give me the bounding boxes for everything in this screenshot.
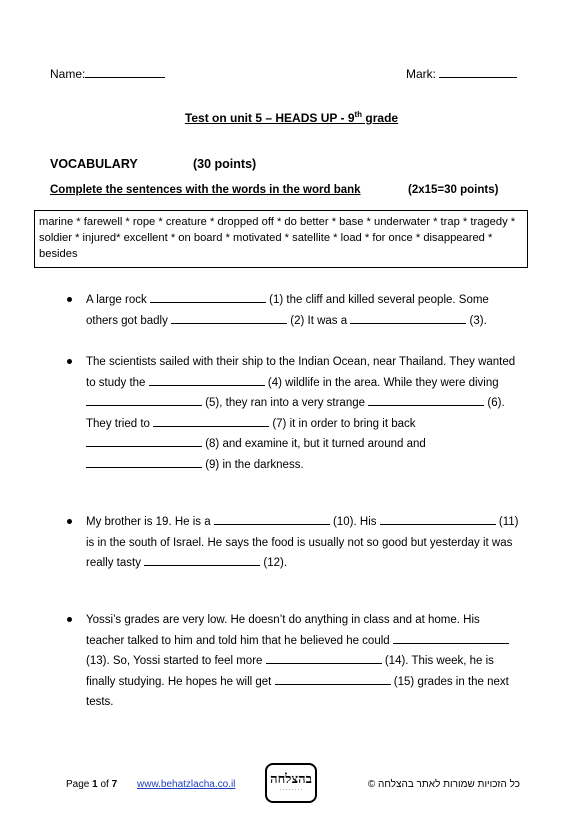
blank-8[interactable] bbox=[86, 435, 202, 447]
blank-1[interactable] bbox=[150, 291, 266, 303]
page-total: 7 bbox=[111, 779, 118, 790]
blank-9[interactable] bbox=[86, 456, 202, 468]
blank-2[interactable] bbox=[171, 312, 287, 324]
q2-text-c: (4) wildlife in the area. While they were diving bbox=[267, 376, 499, 389]
mark-blank[interactable] bbox=[439, 66, 517, 78]
section-points: (30 points) bbox=[193, 157, 257, 171]
mark-field[interactable] bbox=[406, 66, 517, 81]
blank-7[interactable] bbox=[153, 415, 269, 427]
mark-label: Mark: bbox=[406, 67, 436, 81]
bullet-1 bbox=[67, 297, 72, 302]
q4-text-g: tests. bbox=[86, 696, 114, 708]
question-1 bbox=[86, 290, 536, 331]
blank-12[interactable] bbox=[144, 554, 260, 566]
q2-text-a: The scientists sailed with their ship to the Indian Ocean, near Thailand. They wanted bbox=[86, 356, 516, 368]
q1-text-c: others got badly bbox=[86, 314, 168, 327]
q2-text-g: (7) it in order to bring it back bbox=[272, 417, 416, 430]
bullet-4 bbox=[67, 617, 72, 622]
logo-tagline-mark: · · · · · · · · bbox=[279, 787, 303, 793]
bullet-2 bbox=[67, 359, 72, 364]
q2-text-i: (9) in the darkness. bbox=[205, 458, 304, 471]
blank-10[interactable] bbox=[214, 513, 330, 525]
page-of: of bbox=[97, 779, 112, 790]
page-indicator bbox=[66, 779, 117, 790]
question-2 bbox=[86, 352, 536, 475]
q2-text-h: (8) and examine it, but it turned around and bbox=[205, 438, 426, 450]
instruction bbox=[50, 184, 361, 196]
q2-text-d: (5), they ran into a very strange bbox=[205, 397, 366, 409]
title-text: Test on unit 5 – HEADS UP - 9 bbox=[184, 111, 355, 125]
section-heading: VOCABULARY bbox=[50, 157, 138, 171]
q1-text-b: (1) the cliff and killed several people. Some bbox=[269, 294, 489, 306]
blank-4[interactable] bbox=[149, 374, 265, 386]
q3-text-b: (10). His bbox=[333, 516, 377, 528]
instruction-text: Complete the sentences with the words in the word bank bbox=[50, 184, 361, 196]
blank-15[interactable] bbox=[275, 673, 391, 685]
bullet-3 bbox=[67, 519, 72, 524]
blank-13[interactable] bbox=[393, 632, 509, 644]
blank-6[interactable] bbox=[368, 394, 484, 406]
blank-5[interactable] bbox=[86, 394, 202, 406]
q3-text-a: My brother is 19. He is a bbox=[86, 516, 211, 528]
copyright-text: כל הזכויות שמורות לאתר בהצלחה © bbox=[367, 779, 520, 790]
blank-11[interactable] bbox=[380, 513, 496, 525]
q4-text-f: (15) grades in the next bbox=[393, 675, 509, 688]
q1-text-e: (3). bbox=[469, 314, 487, 327]
q3-text-d: is in the south of Israel. He says the food is usually not so good but yesterday it was bbox=[86, 536, 513, 549]
name-blank[interactable] bbox=[85, 66, 165, 78]
instruction-points: (2x15=30 points) bbox=[408, 184, 499, 196]
title-sup: th bbox=[354, 110, 363, 119]
q3-text-e: really tasty bbox=[86, 557, 141, 569]
q4-text-b: teacher talked to him and told him that he believed he could bbox=[86, 634, 390, 647]
q4-text-c: (13). So, Yossi started to feel more bbox=[86, 655, 263, 667]
blank-14[interactable] bbox=[266, 652, 382, 664]
q3-text-f: (12). bbox=[263, 557, 288, 569]
name-field[interactable] bbox=[50, 66, 165, 81]
blank-3[interactable] bbox=[350, 312, 466, 324]
q4-text-d: (14). This week, he is bbox=[384, 655, 494, 667]
page-prefix: Page bbox=[66, 779, 93, 790]
title-suffix: grade bbox=[362, 111, 399, 125]
name-label: Name: bbox=[50, 67, 86, 81]
q2-text-f: They tried to bbox=[86, 417, 150, 430]
question-4 bbox=[86, 610, 536, 713]
q3-text-c: (11) bbox=[498, 516, 519, 528]
q4-text-a: Yossi’s grades are very low. He doesn’t do anything in class and at home. His bbox=[86, 614, 480, 626]
q1-text-a: A large rock bbox=[86, 294, 147, 306]
logo-text: בהצלחה bbox=[270, 772, 312, 787]
q1-text-d: (2) It was a bbox=[290, 314, 348, 327]
website-link[interactable]: www.behatzlacha.co.il bbox=[137, 779, 236, 790]
q2-text-b: to study the bbox=[86, 376, 146, 389]
q4-text-e: finally studying. He hopes he will get bbox=[86, 675, 272, 688]
word-bank: marine * farewell * rope * creature * dropped off * do better * base * underwater * trap * tragedy * soldier * injured* excellent * on board * motivated * satellite * load * for once * disappeared * besides bbox=[34, 210, 528, 268]
behatzlacha-logo bbox=[265, 763, 317, 803]
q2-text-e: (6). bbox=[487, 397, 505, 409]
test-title bbox=[0, 110, 583, 125]
page-number: 1 bbox=[92, 779, 98, 790]
question-3 bbox=[86, 512, 536, 574]
